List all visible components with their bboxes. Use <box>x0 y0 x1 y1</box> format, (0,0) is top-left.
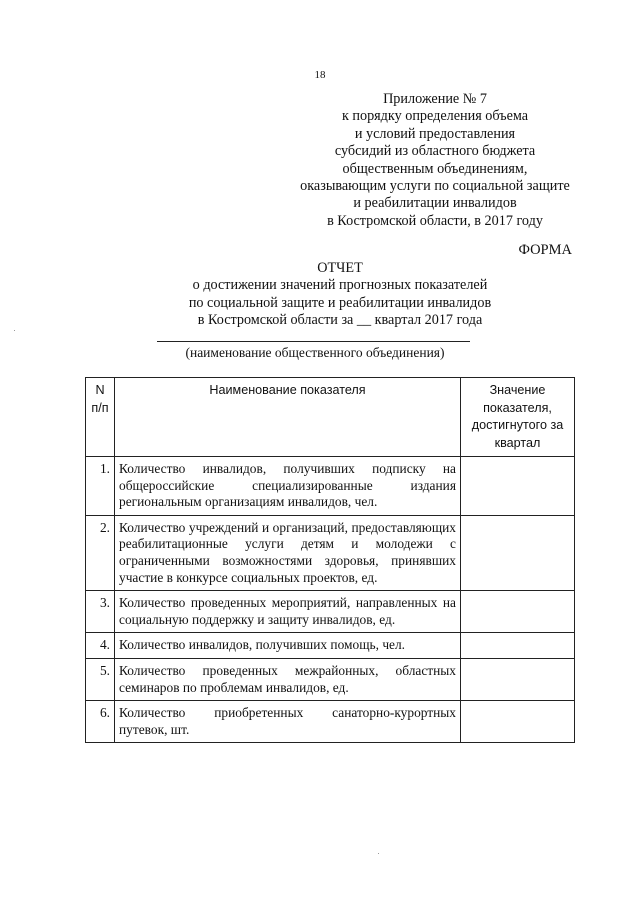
table-row <box>86 658 575 700</box>
page-number: 18 <box>314 69 326 81</box>
appendix-line: субсидий из областного бюджета <box>334 143 536 160</box>
row-value-cell[interactable] <box>461 515 575 590</box>
report-title-block <box>155 260 525 330</box>
row-num: 6. <box>86 701 115 743</box>
appendix-line: и условий предоставления <box>354 125 516 142</box>
appendix-line: и реабилитации инвалидов <box>353 195 517 212</box>
table-row <box>86 457 575 516</box>
report-subtitle-line: в Костромской области за __ квартал 2017 года <box>197 312 483 329</box>
organization-name-line <box>157 341 470 342</box>
header-num: N п/п <box>86 378 115 457</box>
table-header-row <box>86 378 575 457</box>
table-row <box>86 591 575 633</box>
header-value: Значение показателя, достигнутого за квартал <box>461 378 575 457</box>
row-value-cell[interactable] <box>461 658 575 700</box>
row-value-cell[interactable] <box>461 591 575 633</box>
form-label: ФОРМА <box>518 242 572 258</box>
row-num: 5. <box>86 658 115 700</box>
row-num: 2. <box>86 515 115 590</box>
header-name: Наименование показателя <box>115 378 461 457</box>
report-table <box>85 377 575 743</box>
report-subtitle-line: о достижении значений прогнозных показателей <box>192 277 488 294</box>
row-num: 4. <box>86 633 115 659</box>
row-num: 1. <box>86 457 115 516</box>
table-row <box>86 633 575 659</box>
organization-name-caption: (наименование общественного объединения) <box>185 345 445 360</box>
row-indicator-name: Количество учреждений и организаций, предоставляющих реабилитационные услуги детям и молодежи с ограниченными возможностями здоровья, принявших участие в конкурсе социальных проектов, ед. <box>115 515 461 590</box>
row-value-cell[interactable] <box>461 457 575 516</box>
row-value-cell[interactable] <box>461 633 575 659</box>
scan-speck <box>378 853 379 854</box>
row-indicator-name: Количество проведенных мероприятий, направленных на социальную поддержку и защиту инвалидов, ед. <box>115 591 461 633</box>
row-value-cell[interactable] <box>461 701 575 743</box>
row-indicator-name: Количество приобретенных санаторно-курортных путевок, шт. <box>115 701 461 743</box>
report-subtitle-line: по социальной защите и реабилитации инвалидов <box>188 294 492 311</box>
row-indicator-name: Количество инвалидов, получивших помощь, чел. <box>115 633 461 659</box>
appendix-line: Приложение № 7 <box>383 91 487 107</box>
appendix-line: общественным объединениям, <box>342 160 528 177</box>
row-indicator-name: Количество проведенных межрайонных, областных семинаров по проблемам инвалидов, ед. <box>115 658 461 700</box>
appendix-line: к порядку определения объема <box>341 108 529 125</box>
scan-speck <box>14 330 15 331</box>
table-row <box>86 701 575 743</box>
row-indicator-name: Количество инвалидов, получивших подписку на общероссийские специализированные издания региональным организациям инвалидов, чел. <box>115 457 461 516</box>
appendix-line: в Костромской области, в 2017 году <box>327 212 543 229</box>
row-num: 3. <box>86 591 115 633</box>
appendix-block <box>285 91 585 230</box>
report-title: ОТЧЕТ <box>317 260 363 276</box>
table-row <box>86 515 575 590</box>
appendix-line: оказывающим услуги по социальной защите <box>300 178 570 195</box>
